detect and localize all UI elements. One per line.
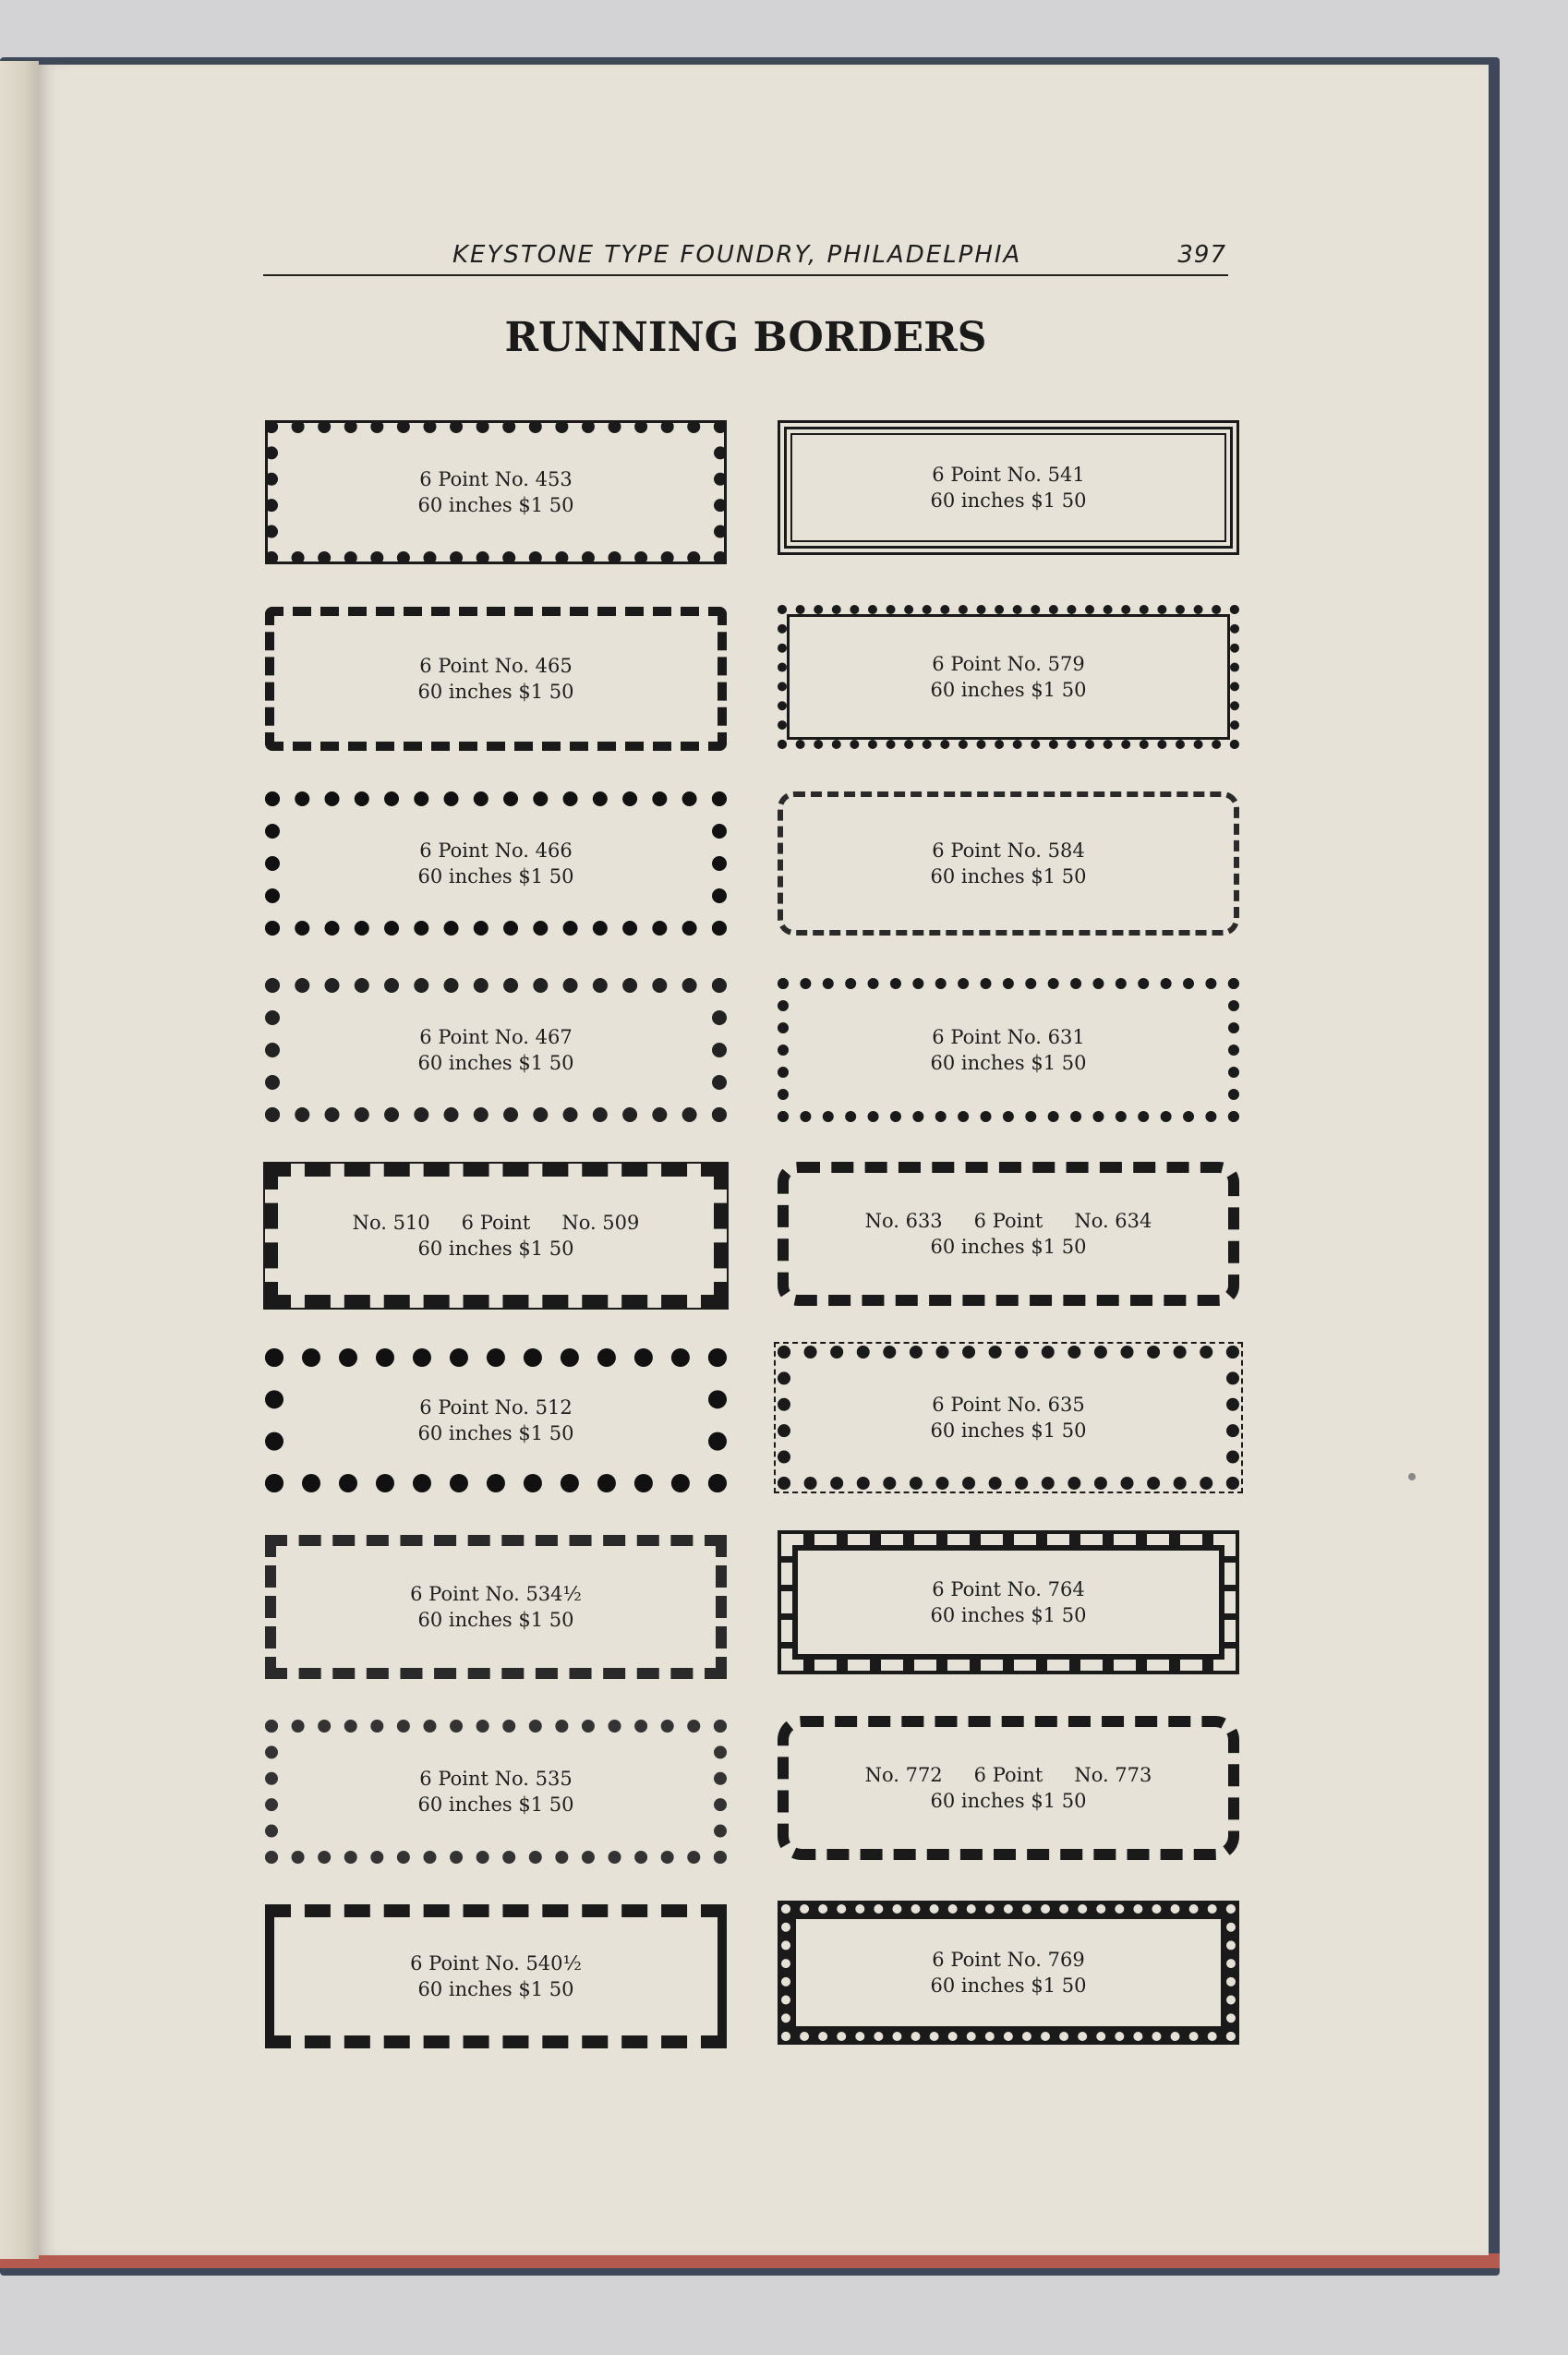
border-specimen-467 <box>265 978 727 1122</box>
specimen-price: 60 inches $1 50 <box>930 489 1087 512</box>
specimen-price: 60 inches $1 50 <box>417 1978 574 2000</box>
specimen-price: 60 inches $1 50 <box>930 1052 1087 1074</box>
specimen-price: 60 inches $1 50 <box>930 865 1087 888</box>
running-title: KEYSTONE TYPE FOUNDRY, PHILADELPHIA <box>452 241 1022 269</box>
specimen-label: 6 Point No. 466 <box>419 839 573 862</box>
specimen-price: 60 inches $1 50 <box>930 1790 1087 1812</box>
border-specimen-540-half <box>265 1904 727 2048</box>
specimen-right-number: No. 634 <box>1074 1210 1152 1232</box>
specimen-label: 6 Point No. 631 <box>932 1026 1085 1048</box>
specimen-label: 6 Point No. 635 <box>932 1394 1085 1416</box>
specimen-price: 60 inches $1 50 <box>417 1422 574 1444</box>
border-specimen-465 <box>265 607 727 751</box>
border-specimen-631 <box>778 978 1239 1122</box>
specimen-point: 6 Point <box>973 1764 1043 1786</box>
specimen-label: 6 Point No. 465 <box>419 655 573 677</box>
specimen-label: 6 Point No. 764 <box>932 1578 1085 1600</box>
specimen-price: 60 inches $1 50 <box>930 1419 1087 1442</box>
cover-edge <box>0 2253 1500 2268</box>
border-specimen-769 <box>778 1901 1239 2045</box>
specimen-point: 6 Point <box>461 1212 531 1234</box>
specimen-price: 60 inches $1 50 <box>417 1793 574 1816</box>
border-specimen-510-509 <box>265 1164 727 1308</box>
specimen-label: 6 Point No. 540½ <box>410 1952 582 1975</box>
border-specimen-772-773 <box>778 1716 1239 1860</box>
specimen-label: 6 Point No. 769 <box>932 1949 1085 1971</box>
border-specimen-764 <box>778 1530 1239 1674</box>
specimen-label: 6 Point No. 467 <box>419 1026 573 1048</box>
border-specimen-466 <box>265 791 727 936</box>
specimen-label: 6 Point No. 541 <box>932 464 1085 486</box>
specimen-label: 6 Point No. 512 <box>419 1396 573 1419</box>
left-page-edge <box>0 61 39 2259</box>
specimen-right-number: No. 509 <box>561 1212 640 1234</box>
specimen-label: 6 Point No. 584 <box>932 839 1085 862</box>
border-specimen-633-634 <box>778 1162 1239 1306</box>
border-specimen-635 <box>778 1346 1239 1490</box>
specimen-price: 60 inches $1 50 <box>930 1604 1087 1626</box>
border-specimen-541 <box>778 420 1239 555</box>
specimen-price: 60 inches $1 50 <box>417 494 574 516</box>
specimen-left-number: No. 510 <box>352 1212 430 1234</box>
border-specimen-584 <box>778 791 1239 936</box>
border-specimen-453 <box>265 420 727 564</box>
specimen-label: 6 Point No. 534½ <box>410 1583 582 1605</box>
specimen-label-row <box>789 1762 1228 1788</box>
specimen-point: 6 Point <box>973 1210 1043 1232</box>
book-page <box>39 65 1489 2255</box>
running-header <box>263 236 1228 276</box>
page-number: 397 <box>1177 241 1226 269</box>
specimen-left-number: No. 772 <box>864 1764 943 1786</box>
specimen-label: 6 Point No. 453 <box>419 468 573 490</box>
specimen-label: 6 Point No. 535 <box>419 1768 573 1790</box>
border-specimen-535 <box>265 1720 727 1864</box>
specimen-price: 60 inches $1 50 <box>417 1052 574 1074</box>
specimen-price: 60 inches $1 50 <box>417 865 574 888</box>
border-specimen-579 <box>778 605 1239 749</box>
specimen-price: 60 inches $1 50 <box>417 681 574 703</box>
paper-speck <box>1408 1473 1416 1480</box>
border-specimen-512 <box>265 1348 727 1492</box>
specimen-price: 60 inches $1 50 <box>930 679 1087 701</box>
specimen-label-row <box>278 1210 714 1236</box>
specimen-left-number: No. 633 <box>864 1210 943 1232</box>
specimen-price: 60 inches $1 50 <box>930 1975 1087 1997</box>
specimen-label: 6 Point No. 579 <box>932 653 1085 675</box>
specimen-label-row <box>789 1208 1228 1234</box>
page-title: RUNNING BORDERS <box>504 314 987 361</box>
border-specimen-534-half <box>265 1535 727 1679</box>
specimen-price: 60 inches $1 50 <box>930 1236 1087 1258</box>
specimen-price: 60 inches $1 50 <box>417 1238 574 1260</box>
specimen-price: 60 inches $1 50 <box>417 1609 574 1631</box>
specimen-right-number: No. 773 <box>1074 1764 1152 1786</box>
